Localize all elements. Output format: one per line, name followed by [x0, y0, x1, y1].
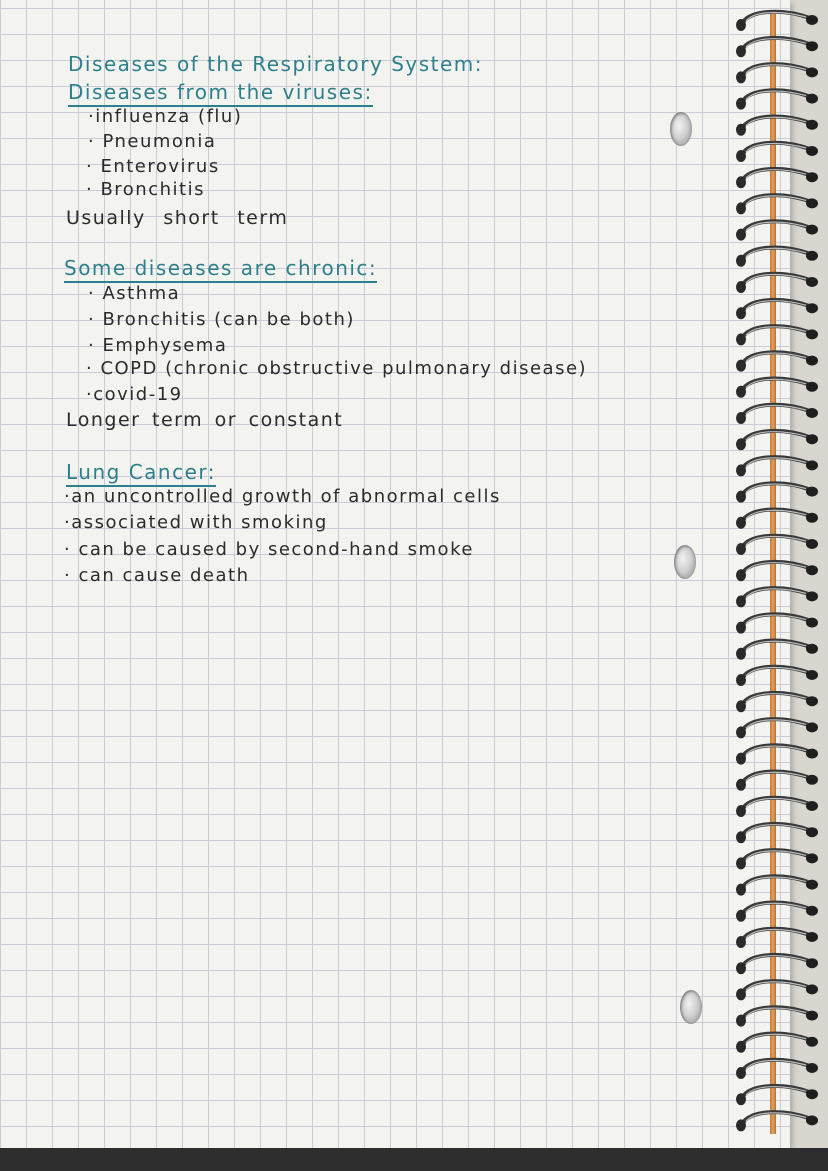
- spiral-hole: [736, 517, 746, 529]
- spiral-coil-end: [806, 827, 818, 837]
- spiral-coil: [742, 824, 810, 836]
- spiral-hole: [736, 726, 746, 738]
- spiral-coil-end: [806, 1011, 818, 1021]
- spiral-hole: [736, 805, 746, 817]
- spiral-coil: [742, 536, 810, 548]
- spiral-hole: [736, 412, 746, 424]
- spiral-coil: [742, 483, 810, 495]
- list-item: · can be caused by second-hand smoke: [64, 539, 474, 560]
- punch-hole-middle: [674, 545, 696, 579]
- spiral-hole: [736, 176, 746, 188]
- spiral-hole: [736, 124, 746, 136]
- spiral-hole: [736, 71, 746, 83]
- spiral-coil: [742, 693, 810, 705]
- spiral-coil-end: [806, 434, 818, 444]
- page-title: Diseases of the Respiratory System:: [68, 52, 484, 76]
- spiral-coil-end: [806, 67, 818, 77]
- spiral-coil-end: [806, 225, 818, 235]
- spiral-coil: [742, 248, 810, 260]
- spiral-coil-end: [806, 356, 818, 366]
- spiral-coil: [742, 143, 810, 155]
- spiral-hole: [736, 910, 746, 922]
- spiral-hole: [736, 360, 746, 372]
- spiral-coil: [742, 431, 810, 443]
- list-item: · can cause death: [64, 565, 250, 586]
- spiral-hole: [736, 622, 746, 634]
- spiral-coil-end: [806, 932, 818, 942]
- spiral-hole: [736, 464, 746, 476]
- list-item: · Enterovirus: [86, 156, 220, 177]
- spiral-coil-end: [806, 382, 818, 392]
- spiral-coil-end: [806, 670, 818, 680]
- spiral-hole: [736, 229, 746, 241]
- spiral-coil: [742, 12, 810, 24]
- spiral-coil: [742, 798, 810, 810]
- spiral-coil-end: [806, 775, 818, 785]
- spiral-hole: [736, 333, 746, 345]
- spiral-hole: [736, 831, 746, 843]
- spiral-hole: [736, 281, 746, 293]
- spiral-coil: [742, 1007, 810, 1019]
- spiral-binding-icon: [732, 0, 828, 1148]
- spiral-hole: [736, 1067, 746, 1079]
- spiral-coil-end: [806, 41, 818, 51]
- spiral-hole: [736, 307, 746, 319]
- spiral-coil: [742, 772, 810, 784]
- section-note: Usually short term: [66, 207, 289, 229]
- spiral-coil: [742, 1060, 810, 1072]
- list-item: · Emphysema: [88, 335, 228, 356]
- spiral-coil-end: [806, 1063, 818, 1073]
- spiral-hole: [736, 779, 746, 791]
- spiral-coil-end: [806, 408, 818, 418]
- spiral-coil-end: [806, 1037, 818, 1047]
- spiral-hole: [736, 1093, 746, 1105]
- spiral-coil-end: [806, 749, 818, 759]
- spiral-coil-end: [806, 984, 818, 994]
- spiral-hole: [736, 202, 746, 214]
- spiral-coil: [742, 195, 810, 207]
- list-item: ·associated with smoking: [64, 512, 328, 533]
- spiral-coil-end: [806, 958, 818, 968]
- spiral-hole: [736, 988, 746, 1000]
- spiral-coil-end: [806, 565, 818, 575]
- spiral-coil-end: [806, 303, 818, 313]
- list-item: · Bronchitis: [86, 179, 205, 200]
- spiral-hole: [736, 98, 746, 110]
- spiral-coil: [742, 903, 810, 915]
- spiral-coil-end: [806, 618, 818, 628]
- spiral-coil: [742, 274, 810, 286]
- spiral-coil-end: [806, 1089, 818, 1099]
- spiral-coil: [742, 352, 810, 364]
- spiral-coil-end: [806, 906, 818, 916]
- spiral-coil-end: [806, 146, 818, 156]
- spiral-hole: [736, 45, 746, 57]
- spiral-coil: [742, 300, 810, 312]
- table-surface: [0, 1148, 828, 1171]
- section-heading-lung-cancer: Lung Cancer:: [66, 460, 216, 487]
- spiral-coil-end: [806, 1115, 818, 1125]
- spiral-coil: [742, 850, 810, 862]
- spiral-hole: [736, 936, 746, 948]
- spiral-hole: [736, 255, 746, 267]
- spiral-hole: [736, 753, 746, 765]
- spiral-hole: [736, 19, 746, 31]
- spiral-hole: [736, 1119, 746, 1131]
- spiral-hole: [736, 1015, 746, 1027]
- spiral-hole: [736, 150, 746, 162]
- list-item: · COPD (chronic obstructive pulmonary disease): [86, 358, 588, 379]
- spiral-coil-end: [806, 539, 818, 549]
- spiral-coil-end: [806, 591, 818, 601]
- spiral-hole: [736, 438, 746, 450]
- spiral-coil: [742, 379, 810, 391]
- spiral-coil-end: [806, 644, 818, 654]
- spiral-coil-end: [806, 722, 818, 732]
- spiral-coil: [742, 562, 810, 574]
- spiral-coil-end: [806, 120, 818, 130]
- list-item: · Bronchitis (can be both): [88, 309, 355, 330]
- spiral-coil-end: [806, 801, 818, 811]
- spiral-coil: [742, 169, 810, 181]
- spiral-coil-end: [806, 251, 818, 261]
- punch-hole-top: [670, 112, 692, 146]
- spiral-coil-end: [806, 487, 818, 497]
- spiral-coil: [742, 955, 810, 967]
- spiral-coil: [742, 326, 810, 338]
- spiral-hole: [736, 491, 746, 503]
- section-note: Longer term or constant: [66, 409, 344, 431]
- spiral-coil: [742, 457, 810, 469]
- spiral-coil: [742, 1086, 810, 1098]
- spiral-coil-end: [806, 198, 818, 208]
- spiral-coil: [742, 667, 810, 679]
- section-heading-chronic: Some diseases are chronic:: [64, 256, 377, 283]
- spiral-hole: [736, 674, 746, 686]
- list-item: · Pneumonia: [88, 131, 217, 152]
- spiral-hole: [736, 569, 746, 581]
- punch-hole-bottom: [680, 990, 702, 1024]
- spiral-coil-end: [806, 94, 818, 104]
- spiral-coil: [742, 221, 810, 233]
- spiral-coil: [742, 929, 810, 941]
- spiral-hole: [736, 962, 746, 974]
- spiral-coil: [742, 64, 810, 76]
- spiral-coil-end: [806, 880, 818, 890]
- spiral-hole: [736, 884, 746, 896]
- spiral-coil-end: [806, 853, 818, 863]
- spiral-coil: [742, 981, 810, 993]
- spiral-coil-end: [806, 277, 818, 287]
- spiral-coil: [742, 641, 810, 653]
- spiral-hole: [736, 543, 746, 555]
- spiral-coil: [742, 1034, 810, 1046]
- spiral-coil: [742, 117, 810, 129]
- spiral-hole: [736, 595, 746, 607]
- list-item: ·covid-19: [86, 384, 183, 405]
- spiral-coil: [742, 38, 810, 50]
- spiral-coil: [742, 745, 810, 757]
- spiral-hole: [736, 1041, 746, 1053]
- spiral-hole: [736, 700, 746, 712]
- spiral-coil-end: [806, 15, 818, 25]
- spiral-coil: [742, 588, 810, 600]
- list-item: ·influenza (flu): [88, 106, 243, 127]
- spiral-coil: [742, 405, 810, 417]
- list-item: ·an uncontrolled growth of abnormal cells: [64, 486, 501, 507]
- spiral-coil: [742, 876, 810, 888]
- spiral-coil: [742, 1112, 810, 1124]
- spiral-hole: [736, 386, 746, 398]
- spiral-hole: [736, 857, 746, 869]
- spiral-coil-end: [806, 172, 818, 182]
- spiral-coil-end: [806, 460, 818, 470]
- spiral-coil-end: [806, 696, 818, 706]
- section-heading-viruses: Diseases from the viruses:: [68, 80, 373, 107]
- spiral-hole: [736, 648, 746, 660]
- list-item: · Asthma: [88, 283, 181, 304]
- spiral-coil: [742, 90, 810, 102]
- spiral-coil-end: [806, 513, 818, 523]
- spiral-coil-end: [806, 329, 818, 339]
- spiral-coil: [742, 510, 810, 522]
- spiral-coil: [742, 614, 810, 626]
- spiral-coil: [742, 719, 810, 731]
